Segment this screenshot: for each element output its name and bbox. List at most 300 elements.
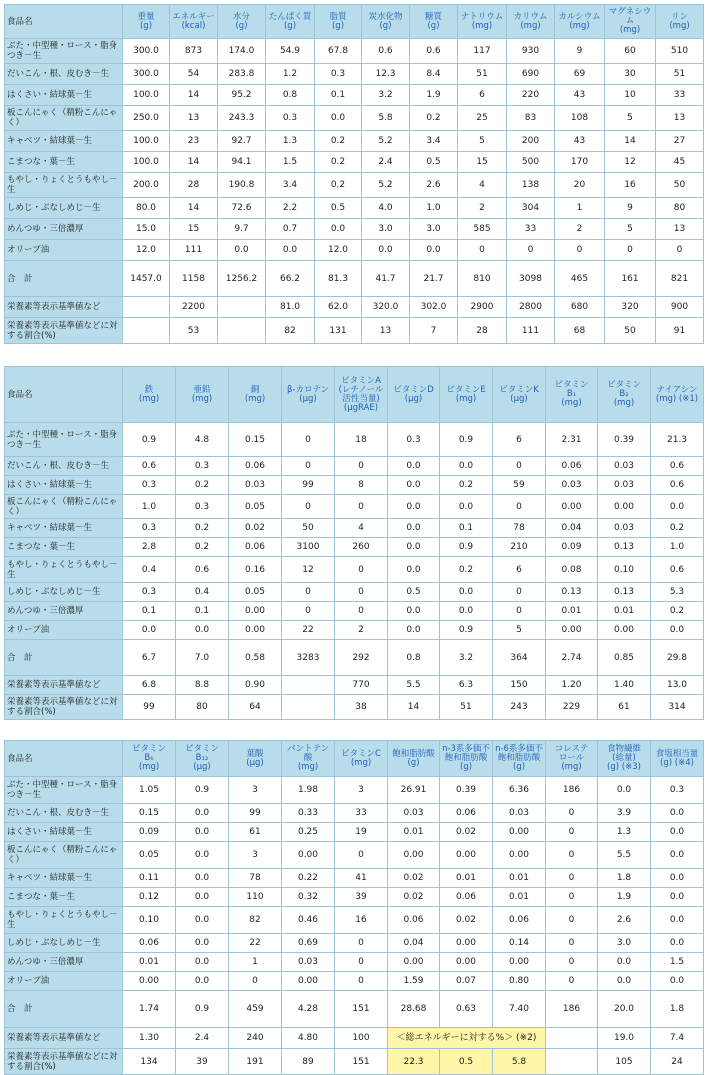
column-header: ビタミン B₁ (mg) — [546, 367, 598, 423]
row-label: 板こんにゃく（精粉こんにゃく） — [5, 842, 123, 869]
column-header: たんぱく質 (g) — [266, 5, 315, 39]
ratio-cell: 22.3 — [388, 1049, 440, 1075]
column-header: n-6系多価不 飽和脂肪酸 (g) — [493, 741, 546, 777]
value-cell: 0.0 — [176, 953, 229, 972]
value-cell: 0.00 — [440, 934, 493, 953]
value-cell: 4 — [335, 519, 388, 538]
row-label: オリーブ油 — [5, 972, 123, 991]
value-cell: 15 — [458, 152, 507, 173]
total-cell: 1256.2 — [218, 261, 266, 297]
corner-label: 食品名 — [5, 741, 123, 777]
table-row — [5, 457, 704, 476]
value-cell: 22 — [229, 934, 282, 953]
row-label: オリーブ油 — [5, 240, 123, 261]
ratio-cell: 151 — [335, 1049, 388, 1075]
value-cell: 0.2 — [410, 106, 458, 131]
table-row — [5, 804, 704, 823]
row-label: ぶた・中型種・ロース・脂身つき－生 — [5, 423, 123, 457]
value-cell: 0.00 — [229, 621, 282, 640]
value-cell: 0.05 — [123, 842, 176, 869]
value-cell: 1.5 — [651, 953, 704, 972]
standard-cell: 100 — [335, 1028, 388, 1049]
standard-cell: 6.3 — [440, 676, 493, 695]
value-cell: 0.00 — [598, 495, 651, 519]
value-cell: 117 — [458, 39, 507, 64]
ratio-cell — [546, 1049, 598, 1075]
value-cell: 0.2 — [176, 476, 229, 495]
column-header: 脂質 (g) — [315, 5, 362, 39]
row-label: 合 計 — [5, 640, 123, 676]
table-row — [5, 777, 704, 804]
column-header: コレステ ロール (mg) — [546, 741, 598, 777]
total-cell: 7.40 — [493, 991, 546, 1028]
value-cell: 0.0 — [598, 777, 651, 804]
value-cell: 1.3 — [598, 823, 651, 842]
value-cell: 0.32 — [282, 888, 335, 907]
value-cell: 283.8 — [218, 64, 266, 85]
value-cell: 33 — [656, 85, 704, 106]
value-cell: 0.15 — [229, 423, 282, 457]
value-cell: 0.03 — [546, 476, 598, 495]
value-cell: 2.6 — [598, 907, 651, 934]
total-cell: 29.8 — [651, 640, 704, 676]
column-header: ビタミン B₁₂ (μg) — [176, 741, 229, 777]
value-cell: 9 — [555, 39, 605, 64]
column-header: β-カロテン (μg) — [282, 367, 335, 423]
value-cell: 0.01 — [123, 953, 176, 972]
value-cell: 0.06 — [229, 538, 282, 557]
value-cell: 243.3 — [218, 106, 266, 131]
value-cell: 100.0 — [123, 131, 170, 152]
value-cell: 0.3 — [123, 476, 176, 495]
value-cell: 50 — [282, 519, 335, 538]
value-cell: 110 — [229, 888, 282, 907]
value-cell: 0.05 — [229, 583, 282, 602]
value-cell: 0.6 — [651, 457, 704, 476]
value-cell: 6.36 — [493, 777, 546, 804]
value-cell: 0 — [335, 953, 388, 972]
value-cell: 95.2 — [218, 85, 266, 106]
value-cell: 1.59 — [388, 972, 440, 991]
total-cell: 459 — [229, 991, 282, 1028]
corner-label: 食品名 — [5, 5, 123, 39]
value-cell: 5.3 — [651, 583, 704, 602]
column-header: エネルギー (kcal) — [170, 5, 218, 39]
value-cell: 0 — [605, 240, 656, 261]
value-cell: 0.00 — [493, 842, 546, 869]
row-label: はくさい・結球葉－生 — [5, 85, 123, 106]
value-cell: 2.4 — [362, 152, 410, 173]
row-label: もやし・りょくとうもやし－生 — [5, 557, 123, 583]
value-cell: 0.2 — [651, 602, 704, 621]
column-header: ビタミンA (レチノール 活性当量) (μgRAE) — [335, 367, 388, 423]
ratio-cell: 111 — [507, 318, 555, 344]
value-cell: 82 — [229, 907, 282, 934]
ratio-cell — [123, 318, 170, 344]
value-cell: 0.0 — [651, 621, 704, 640]
value-cell: 12.3 — [362, 64, 410, 85]
total-cell: 0.8 — [388, 640, 440, 676]
value-cell: 80.0 — [123, 198, 170, 219]
standard-cell: 320.0 — [362, 297, 410, 318]
value-cell: 14 — [170, 85, 218, 106]
value-cell: 5.2 — [362, 131, 410, 152]
value-cell: 39 — [335, 888, 388, 907]
row-label: 板こんにゃく（精粉こんにゃく） — [5, 106, 123, 131]
value-cell: 0 — [335, 557, 388, 583]
value-cell: 0.00 — [388, 953, 440, 972]
column-header: 銅 (mg) — [229, 367, 282, 423]
value-cell: 250.0 — [123, 106, 170, 131]
value-cell: 0.25 — [282, 823, 335, 842]
value-cell: 930 — [507, 39, 555, 64]
value-cell: 0.05 — [229, 495, 282, 519]
column-header: ビタミンE (mg) — [440, 367, 493, 423]
table-row — [5, 907, 704, 934]
value-cell: 80 — [656, 198, 704, 219]
value-cell: 0.04 — [546, 519, 598, 538]
value-cell: 0 — [546, 869, 598, 888]
table-row — [5, 85, 704, 106]
value-cell: 3 — [229, 777, 282, 804]
value-cell: 0.0 — [176, 907, 229, 934]
value-cell: 0.69 — [282, 934, 335, 953]
value-cell: 0.0 — [651, 888, 704, 907]
value-cell: 5.8 — [362, 106, 410, 131]
nutrition-table-3 — [4, 740, 704, 1075]
value-cell: 0.03 — [598, 457, 651, 476]
value-cell: 0.6 — [651, 476, 704, 495]
row-label: めんつゆ・三倍濃厚 — [5, 219, 123, 240]
value-cell: 33 — [507, 219, 555, 240]
value-cell: 0 — [546, 888, 598, 907]
standard-cell: 81.0 — [266, 297, 315, 318]
standard-cell: 2800 — [507, 297, 555, 318]
value-cell: 28 — [170, 173, 218, 198]
row-label: ぶた・中型種・ロース・脂身つき－生 — [5, 777, 123, 804]
value-cell: 99 — [282, 476, 335, 495]
table-row — [5, 888, 704, 907]
standard-cell: 1.40 — [598, 676, 651, 695]
value-cell: 0.0 — [651, 907, 704, 934]
column-header: n-3系多価不 飽和脂肪酸 (g) — [440, 741, 493, 777]
value-cell: 19 — [335, 823, 388, 842]
value-cell: 0.06 — [440, 804, 493, 823]
standard-cell: 1.30 — [123, 1028, 176, 1049]
nutrition-table-2 — [4, 366, 704, 720]
value-cell: 0.33 — [282, 804, 335, 823]
ratio-cell: 39 — [176, 1049, 229, 1075]
row-label: こまつな・葉－生 — [5, 888, 123, 907]
value-cell: 0.80 — [493, 972, 546, 991]
total-cell: 465 — [555, 261, 605, 297]
value-cell: 0.03 — [229, 476, 282, 495]
row-label: 栄養素等表示基準値などに対する割合(%) — [5, 695, 123, 720]
value-cell: 0.2 — [651, 519, 704, 538]
table-row — [5, 64, 704, 85]
ratio-cell: 131 — [315, 318, 362, 344]
total-cell: 81.3 — [315, 261, 362, 297]
value-cell: 0.0 — [218, 240, 266, 261]
ratio-cell: 229 — [546, 695, 598, 720]
row-label: もやし・りょくとうもやし－生 — [5, 173, 123, 198]
total-cell: 161 — [605, 261, 656, 297]
value-cell: 3.0 — [598, 934, 651, 953]
value-cell: 200 — [507, 131, 555, 152]
value-cell: 0 — [282, 495, 335, 519]
table-row — [5, 557, 704, 583]
table-row — [5, 519, 704, 538]
ratio-cell: 99 — [123, 695, 176, 720]
row-label: 合 計 — [5, 261, 123, 297]
value-cell: 0.0 — [315, 106, 362, 131]
value-cell: 12 — [282, 557, 335, 583]
total-cell: 41.7 — [362, 261, 410, 297]
value-cell: 3100 — [282, 538, 335, 557]
value-cell: 8 — [335, 476, 388, 495]
standard-cell: 240 — [229, 1028, 282, 1049]
ratio-cell: 314 — [651, 695, 704, 720]
row-label: だいこん・根、皮むき－生 — [5, 64, 123, 85]
row-label: こまつな・葉－生 — [5, 538, 123, 557]
value-cell: 2 — [458, 198, 507, 219]
ratio-cell — [282, 695, 335, 720]
standard-cell: 19.0 — [598, 1028, 651, 1049]
value-cell: 108 — [555, 106, 605, 131]
value-cell: 0.6 — [176, 557, 229, 583]
value-cell: 0.14 — [493, 934, 546, 953]
value-cell: 0.0 — [362, 240, 410, 261]
value-cell: 3.0 — [362, 219, 410, 240]
standard-cell: 4.80 — [282, 1028, 335, 1049]
value-cell: 54 — [170, 64, 218, 85]
value-cell: 4.8 — [176, 423, 229, 457]
nutrition-table-1 — [4, 4, 704, 344]
value-cell: 94.1 — [218, 152, 266, 173]
value-cell: 0.10 — [598, 557, 651, 583]
row-label: めんつゆ・三倍濃厚 — [5, 602, 123, 621]
value-cell: 8.4 — [410, 64, 458, 85]
standard-cell — [282, 676, 335, 695]
value-cell: 0 — [546, 934, 598, 953]
value-cell: 0.0 — [651, 823, 704, 842]
value-cell: 14 — [605, 131, 656, 152]
total-cell: 0.58 — [229, 640, 282, 676]
value-cell: 0.46 — [282, 907, 335, 934]
value-cell: 0.08 — [546, 557, 598, 583]
total-cell: 1457.0 — [123, 261, 170, 297]
value-cell: 78 — [229, 869, 282, 888]
row-label: もやし・りょくとうもやし－生 — [5, 907, 123, 934]
ratio-cell: 14 — [388, 695, 440, 720]
value-cell: 0.0 — [440, 495, 493, 519]
value-cell: 0 — [229, 972, 282, 991]
value-cell: 0 — [546, 953, 598, 972]
value-cell: 0.3 — [651, 777, 704, 804]
standard-cell: 302.0 — [410, 297, 458, 318]
value-cell: 1.05 — [123, 777, 176, 804]
value-cell: 0.0 — [388, 495, 440, 519]
standard-cell: 0.90 — [229, 676, 282, 695]
value-cell: 0.0 — [651, 972, 704, 991]
value-cell: 1.0 — [651, 538, 704, 557]
table-row — [5, 621, 704, 640]
row-label: 板こんにゃく（精粉こんにゃく） — [5, 495, 123, 519]
value-cell: 0.0 — [598, 972, 651, 991]
ratio-cell: 89 — [282, 1049, 335, 1075]
value-cell: 50 — [656, 173, 704, 198]
value-cell: 0 — [493, 602, 546, 621]
ratio-cell: 61 — [598, 695, 651, 720]
column-header: 葉酸 (μg) — [229, 741, 282, 777]
value-cell: 83 — [507, 106, 555, 131]
value-cell: 3.4 — [266, 173, 315, 198]
table-row — [5, 423, 704, 457]
value-cell: 0.0 — [388, 519, 440, 538]
value-cell: 0.5 — [388, 583, 440, 602]
column-header: ビタミン B₂ (mg) — [598, 367, 651, 423]
column-header: カリウム (mg) — [507, 5, 555, 39]
total-cell: 0.85 — [598, 640, 651, 676]
value-cell: 0.0 — [176, 621, 229, 640]
ratio-cell: 191 — [229, 1049, 282, 1075]
total-cell: 1.8 — [651, 991, 704, 1028]
value-cell: 0 — [493, 495, 546, 519]
ratio-cell: 91 — [656, 318, 704, 344]
value-cell: 92.7 — [218, 131, 266, 152]
value-cell: 5 — [493, 621, 546, 640]
value-cell: 1.8 — [598, 869, 651, 888]
column-header: パントテン 酸 (mg) — [282, 741, 335, 777]
standard-cell: 62.0 — [315, 297, 362, 318]
standard-cell: 1.20 — [546, 676, 598, 695]
value-cell: 26.91 — [388, 777, 440, 804]
standard-cell: 320 — [605, 297, 656, 318]
column-header: 水分 (g) — [218, 5, 266, 39]
value-cell: 0 — [282, 602, 335, 621]
value-cell: 0.22 — [282, 869, 335, 888]
value-cell: 27 — [656, 131, 704, 152]
value-cell: 21.3 — [651, 423, 704, 457]
value-cell: 170 — [555, 152, 605, 173]
value-cell: 3.0 — [410, 219, 458, 240]
standard-row — [5, 1028, 704, 1049]
total-cell: 821 — [656, 261, 704, 297]
value-cell: 0.2 — [315, 173, 362, 198]
value-cell: 200.0 — [123, 173, 170, 198]
value-cell: 78 — [493, 519, 546, 538]
value-cell: 0 — [335, 934, 388, 953]
value-cell: 0.1 — [176, 602, 229, 621]
value-cell: 0 — [507, 240, 555, 261]
standard-cell: 770 — [335, 676, 388, 695]
value-cell: 0.1 — [440, 519, 493, 538]
value-cell: 4 — [458, 173, 507, 198]
value-cell: 0.5 — [315, 198, 362, 219]
value-cell: 0.0 — [388, 557, 440, 583]
value-cell: 0.01 — [388, 823, 440, 842]
value-cell: 210 — [493, 538, 546, 557]
value-cell: 12.0 — [123, 240, 170, 261]
ratio-cell: 7 — [410, 318, 458, 344]
value-cell: 13 — [170, 106, 218, 131]
value-cell: 0.0 — [440, 583, 493, 602]
ratio-cell: 13 — [362, 318, 410, 344]
row-label: ぶた・中型種・ロース・脂身つき－生 — [5, 39, 123, 64]
total-cell: 3.2 — [440, 640, 493, 676]
value-cell: 0 — [335, 495, 388, 519]
value-cell: 16 — [605, 173, 656, 198]
value-cell: 1 — [555, 198, 605, 219]
value-cell: 1.98 — [282, 777, 335, 804]
value-cell: 0.4 — [123, 557, 176, 583]
value-cell: 0.3 — [176, 457, 229, 476]
total-cell: 4.28 — [282, 991, 335, 1028]
value-cell: 2 — [555, 219, 605, 240]
table-row — [5, 972, 704, 991]
nutrition-page — [4, 4, 703, 1075]
ratio-cell: 24 — [651, 1049, 704, 1075]
value-cell: 0.03 — [282, 953, 335, 972]
table-row — [5, 198, 704, 219]
value-cell: 1.9 — [410, 85, 458, 106]
value-cell: 5 — [458, 131, 507, 152]
value-cell: 0.0 — [266, 240, 315, 261]
row-label: キャベツ・結球葉－生 — [5, 519, 123, 538]
column-header: カルシウム (mg) — [555, 5, 605, 39]
value-cell: 510 — [656, 39, 704, 64]
value-cell: 0.06 — [440, 888, 493, 907]
table-3-header-row — [5, 741, 704, 777]
value-cell: 33 — [335, 804, 388, 823]
value-cell: 0.0 — [176, 823, 229, 842]
value-cell: 0.3 — [123, 583, 176, 602]
value-cell: 0.3 — [176, 495, 229, 519]
table-row — [5, 240, 704, 261]
value-cell: 0.02 — [388, 869, 440, 888]
row-label: オリーブ油 — [5, 621, 123, 640]
value-cell: 190.8 — [218, 173, 266, 198]
value-cell: 0.0 — [315, 219, 362, 240]
value-cell: 12 — [605, 152, 656, 173]
table-row — [5, 538, 704, 557]
table-1-header-row — [5, 5, 704, 39]
row-label: キャベツ・結球葉－生 — [5, 131, 123, 152]
value-cell: 20 — [555, 173, 605, 198]
standard-row — [5, 676, 704, 695]
standard-cell: 6.8 — [123, 676, 176, 695]
value-cell: 0.7 — [266, 219, 315, 240]
total-cell: 21.7 — [410, 261, 458, 297]
value-cell: 59 — [493, 476, 546, 495]
table-row — [5, 106, 704, 131]
value-cell: 0 — [493, 583, 546, 602]
value-cell: 0.16 — [229, 557, 282, 583]
value-cell: 0.0 — [598, 953, 651, 972]
row-label: だいこん・根、皮むき－生 — [5, 457, 123, 476]
total-cell: 20.0 — [598, 991, 651, 1028]
value-cell: 0.0 — [123, 621, 176, 640]
value-cell: 0.06 — [493, 907, 546, 934]
value-cell: 0.06 — [229, 457, 282, 476]
total-cell: 66.2 — [266, 261, 315, 297]
row-label: 栄養素等表示基準値などに対する割合(%) — [5, 318, 123, 344]
value-cell: 72.6 — [218, 198, 266, 219]
table-row — [5, 583, 704, 602]
value-cell: 0.39 — [440, 777, 493, 804]
value-cell: 60 — [605, 39, 656, 64]
value-cell: 0.0 — [388, 457, 440, 476]
